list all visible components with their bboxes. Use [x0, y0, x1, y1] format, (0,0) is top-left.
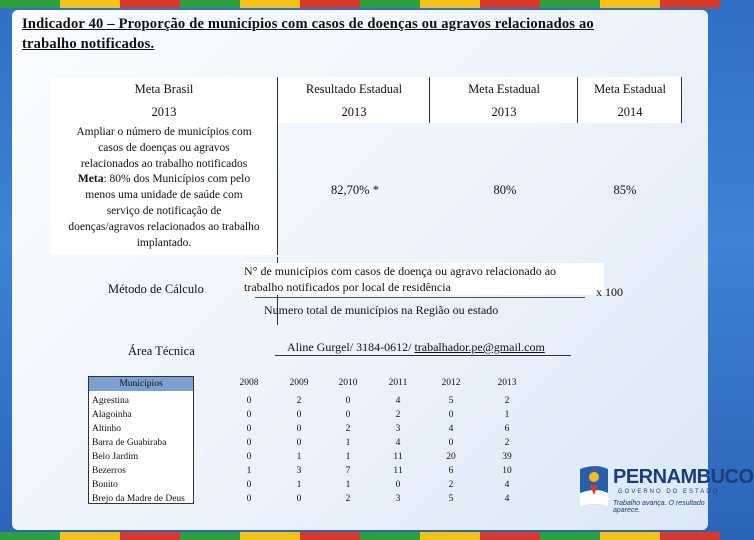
- table-cell: 1: [345, 480, 351, 490]
- table-cell: 2: [296, 396, 302, 406]
- table-cell: 0: [296, 494, 302, 504]
- slide-title: [22, 14, 662, 54]
- top-color-stripe: [0, 0, 720, 8]
- area-tecnica-contact: Aline Gurgel/ 3184-0612/ trabalhador.pe@gmail.com: [287, 340, 545, 354]
- table-cell: 0: [246, 480, 252, 490]
- table-cell: 0: [448, 438, 454, 448]
- meta-label: Meta: [77, 173, 104, 186]
- fraction-bar: [255, 297, 585, 298]
- meta-description: Ampliar o número de municípios com casos de doenças ou agravos relacionados ao trabalho notificados Meta: 80% dos Municípios com pelo menos uma unidade de saúde com serviço de notificação de doenças/agravos relacionados ao trabalho implantado.: [68, 126, 260, 249]
- table-cell: 1: [345, 438, 351, 448]
- table-cell: 5: [448, 396, 454, 406]
- table-cell: 11: [393, 452, 403, 462]
- municipio-name: Bezerros: [92, 466, 126, 476]
- table-cell: 3: [395, 424, 401, 434]
- area-tecnica-label: Área Técnica: [128, 344, 195, 358]
- meta-2013-value: 80%: [493, 183, 517, 197]
- table-cell: 1: [345, 452, 351, 462]
- year-header-2008: 2008: [239, 378, 259, 388]
- table-cell: 4: [448, 424, 454, 434]
- table-cell: 3: [296, 466, 302, 476]
- municipio-name: Alagoinha: [92, 410, 132, 420]
- table-cell: 39: [502, 452, 512, 462]
- bottom-color-stripe: [0, 532, 720, 540]
- table-cell: 2: [345, 494, 351, 504]
- table-cell: 0: [246, 396, 252, 406]
- table-cell: 0: [246, 410, 252, 420]
- meta-brasil-header: Meta Brasil: [134, 82, 194, 96]
- table-cell: 0: [296, 438, 302, 448]
- year-header-2009: 2009: [289, 378, 309, 388]
- table-cell: 2: [504, 438, 510, 448]
- table-cell: 4: [504, 480, 510, 490]
- table-cell: 1: [504, 410, 510, 420]
- municipio-name: Barra de Guabiraba: [92, 438, 167, 448]
- table-cell: 0: [395, 480, 401, 490]
- year-header-2011: 2011: [388, 378, 408, 388]
- table-cell: 0: [246, 438, 252, 448]
- table-cell: 1: [296, 480, 302, 490]
- year-resultado: 2013: [341, 105, 367, 119]
- table-cell: 1: [296, 452, 302, 462]
- table-cell: 0: [246, 424, 252, 434]
- logo-slogan: Trabalho avança. O resultado aparece.: [613, 500, 705, 514]
- title-line-1: Indicador 40 – Proporção de municípios com casos de doenças ou agravos relacionados ao: [22, 16, 594, 32]
- metodo-label: Método de Cálculo: [108, 282, 204, 296]
- formula-denominator: Numero total de municípios na Região ou estado: [264, 303, 499, 317]
- municipios-header: Municípios: [89, 377, 193, 391]
- municipio-name: Agrestina: [92, 396, 129, 406]
- table-cell: 3: [395, 494, 401, 504]
- logo-subtitle: GOVERNO DO ESTADO: [618, 489, 720, 495]
- table-cell: 0: [246, 494, 252, 504]
- year-header-2010: 2010: [338, 378, 358, 388]
- table-cell: 0: [345, 410, 351, 420]
- municipio-name: Belo Jardim: [92, 452, 139, 462]
- table-cell: 0: [345, 396, 351, 406]
- municipios-table: [88, 376, 194, 504]
- table-cell: 2: [448, 480, 454, 490]
- meta-estadual-2013-header: Meta Estadual: [468, 82, 540, 96]
- year-meta-estadual-2: 2014: [617, 105, 643, 119]
- table-cell: 6: [448, 466, 454, 476]
- table-cell: 2: [345, 424, 351, 434]
- table-cell: 4: [395, 396, 401, 406]
- table-cell: 11: [393, 466, 403, 476]
- table-cell: 1: [246, 466, 252, 476]
- municipio-name: Altinho: [92, 424, 122, 434]
- resultado-estadual-header: Resultado Estadual: [305, 82, 403, 96]
- municipio-name: Bonito: [92, 480, 118, 490]
- table-cell: 20: [446, 452, 456, 462]
- table-cell: 2: [504, 396, 510, 406]
- meta-2014-value: 85%: [613, 183, 637, 197]
- table-cell: 0: [448, 410, 454, 420]
- area-divider: [275, 355, 571, 356]
- formula-multiplier: x 100: [596, 285, 623, 299]
- table-cell: 2: [395, 410, 401, 420]
- logo-wordmark: PERNAMBUCO: [613, 466, 754, 488]
- municipio-name: Brejo da Madre de Deus: [92, 494, 185, 504]
- year-meta-brasil: 2013: [151, 105, 177, 119]
- year-meta-estadual-1: 2013: [491, 105, 517, 119]
- table-cell: 10: [502, 466, 512, 476]
- table-cell: 0: [296, 410, 302, 420]
- contact-email-link[interactable]: trabalhador.pe@gmail.com: [414, 340, 545, 354]
- meta-estadual-2014-header: Meta Estadual: [594, 82, 666, 96]
- table-cell: 5: [448, 494, 454, 504]
- table-cell: 4: [504, 494, 510, 504]
- table-cell: 0: [246, 452, 252, 462]
- title-line-2: trabalho notificados.: [22, 36, 155, 52]
- table-cell: 0: [296, 424, 302, 434]
- table-cell: 4: [395, 438, 401, 448]
- formula-numerator: N° de municípios com casos de doença ou agravo relacionado ao trabalho notificados por local de residência: [244, 263, 604, 295]
- table-cell: 6: [504, 424, 510, 434]
- table-cell: 7: [345, 466, 351, 476]
- year-header-2013: 2013: [497, 378, 517, 388]
- year-header-2012: 2012: [441, 378, 461, 388]
- resultado-value: 82,70% *: [331, 183, 379, 197]
